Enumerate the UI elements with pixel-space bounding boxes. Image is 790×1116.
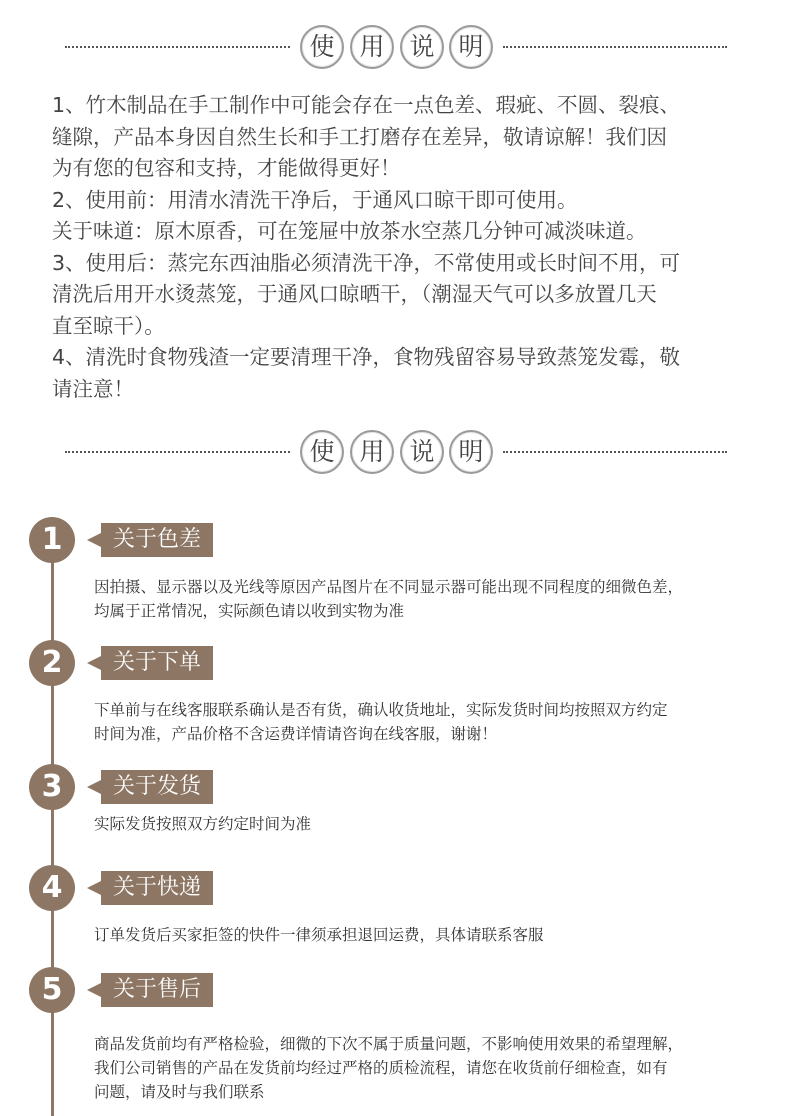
notice-line: 时间为准，产品价格不含运费详情请咨询在线客服，谢谢！ <box>94 725 498 743</box>
header-char: 明 <box>449 430 493 474</box>
notice-body <box>94 923 774 947</box>
instruction-line: 4、清洗时食物残渣一定要清理干净，食物残留容易导致蒸笼发霉，敬 <box>52 345 681 369</box>
header-char: 说 <box>400 25 444 69</box>
notice-title: 关于售后 <box>101 973 213 1007</box>
divider <box>65 451 290 453</box>
notice-body <box>94 812 774 836</box>
timeline-line <box>51 540 54 1116</box>
step-number-badge: 5 <box>29 967 75 1013</box>
notice-body <box>94 575 774 623</box>
notice-body <box>94 1032 774 1104</box>
notice-title: 关于色差 <box>101 523 213 557</box>
instruction-line: 为有您的包容和支持，才能做得更好！ <box>52 156 401 180</box>
instruction-line: 清洗后用开水烫蒸笼，于通风口晾晒干，（潮湿天气可以多放置几天 <box>52 282 657 306</box>
header-char: 使 <box>300 430 344 474</box>
instruction-line: 3、使用后：蒸完东西油脂必须清洗干净，不常使用或长时间不用，可 <box>52 250 681 275</box>
step-number-badge: 1 <box>29 517 75 563</box>
header-char: 用 <box>350 430 394 474</box>
notice-line: 订单发货后买家拒签的快件一律须承担退回运费，具体请联系客服 <box>94 926 544 944</box>
notice-title: 关于发货 <box>101 770 213 804</box>
divider <box>503 46 727 48</box>
header-char: 说 <box>400 430 444 474</box>
instruction-line: 缝隙，产品本身因自然生长和手工打磨存在差异，敬请谅解！我们因 <box>52 124 667 149</box>
notice-line: 实际发货按照双方约定时间为准 <box>94 815 312 833</box>
header-char: 用 <box>350 25 394 69</box>
step-number-badge: 3 <box>29 764 75 810</box>
header-char: 明 <box>449 25 493 69</box>
instruction-line: 2、使用前：用清水清洗干净后，于通风口晾干即可使用。 <box>52 187 578 212</box>
step-number-badge: 4 <box>29 865 75 911</box>
instruction-line: 1、竹木制品在手工制作中可能会存在一点色差、瑕疵、不圆、裂痕、 <box>52 93 681 117</box>
notice-body <box>94 698 774 746</box>
notice-line: 我们公司销售的产品在发货前均经过严格的质检流程，请您在收货前仔细检查，如有 <box>94 1059 668 1077</box>
notice-line: 均属于正常情况，实际颜色请以收到实物为准 <box>94 602 405 620</box>
section-header-usage <box>0 25 790 69</box>
instruction-line: 关于味道：原木原香，可在笼屉中放茶水空蒸几分钟可减淡味道。 <box>52 219 647 243</box>
notice-line: 商品发货前均有严格检验，细微的下次不属于质量问题，不影响使用效果的希望理解， <box>94 1035 684 1053</box>
notice-title: 关于下单 <box>101 646 213 680</box>
instruction-line: 直至晾干）。 <box>52 313 165 338</box>
divider <box>503 451 727 453</box>
notice-line: 问题，请及时与我们联系 <box>94 1083 265 1101</box>
header-char: 使 <box>300 25 344 69</box>
notice-line: 下单前与在线客服联系确认是否有货，确认收货地址，实际发货时间均按照双方约定 <box>94 701 668 719</box>
notice-line: 因拍摄、显示器以及光线等原因产品图片在不同显示器可能出现不同程度的细微色差， <box>94 578 684 596</box>
notice-title: 关于快递 <box>101 871 213 905</box>
instructions <box>52 90 762 405</box>
instruction-line: 请注意！ <box>52 376 134 401</box>
section-header-usage-2 <box>0 430 790 474</box>
step-number-badge: 2 <box>29 640 75 686</box>
divider <box>65 46 290 48</box>
